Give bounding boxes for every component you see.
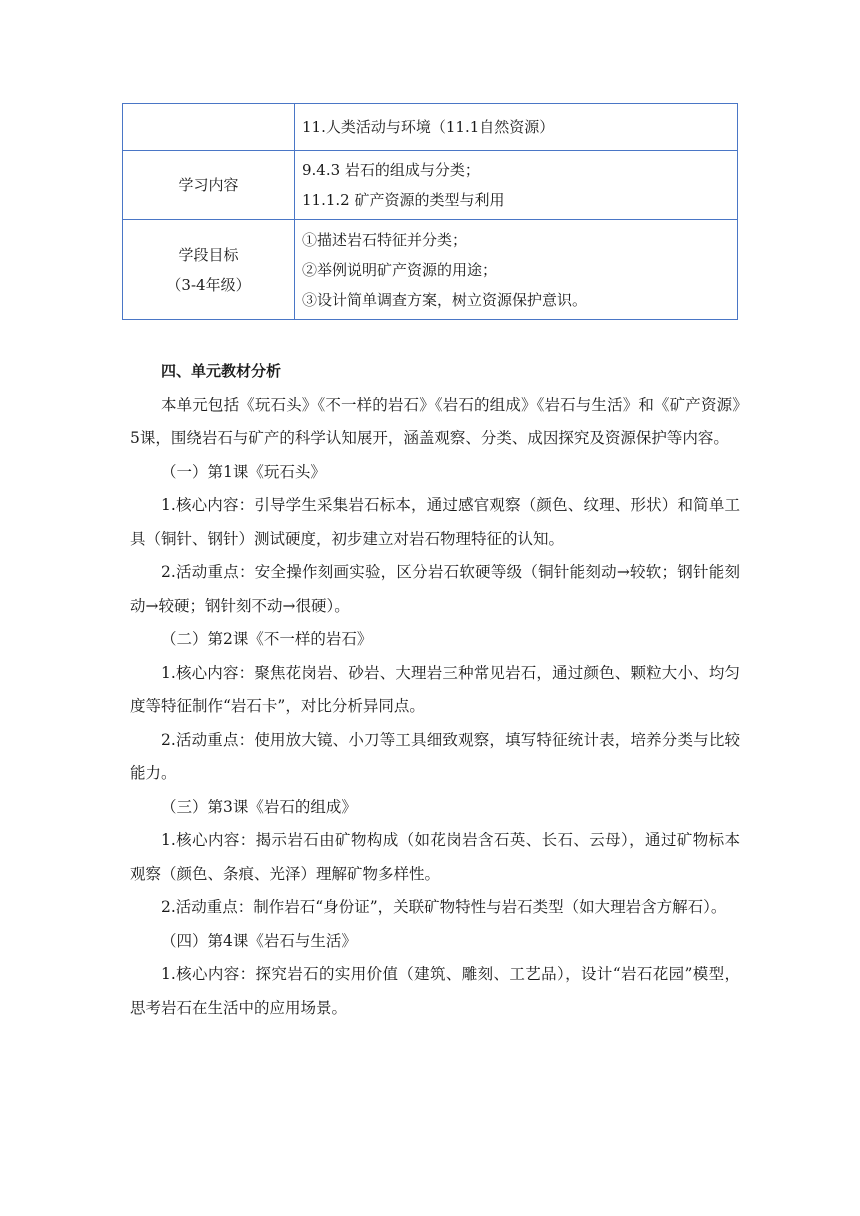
section-heading: 四、单元教材分析 [161,362,282,380]
cell-line: ③设计简单调查方案，树立资源保护意识。 [302,290,588,309]
table-cell-label [123,104,295,151]
lesson-point: 1.核心内容：探究岩石的实用价值（建筑、雕刻、工艺品），设计“岩石花园”模型，思考岩石在生活中的应用场景。 [130,965,740,1017]
cell-line: 9.4.3 岩石的组成与分类； [302,161,480,179]
table-cell-content [295,104,738,151]
cell-label-text: （3-4年级） [166,275,251,294]
lesson-point: 1.核心内容：引导学生采集岩石标本，通过感官观察（颜色、纹理、形状）和简单工具（铜针、钢针）测试硬度，初步建立对岩石物理特征的认知。 [130,496,740,548]
lesson-point: 2.活动重点：安全操作刻画实验，区分岩石软硬等级（铜针能刻动→较软；钢针能刻动→较硬；钢针刻不动→很硬）。 [130,563,740,615]
table-cell-content [295,220,738,320]
table-cell-label [123,151,295,220]
table-row [123,151,738,220]
cell-label-text: 学段目标 [178,245,239,264]
table-row [123,220,738,320]
lesson-title: （一）第1课《玩石头》 [161,462,326,481]
curriculum-table [122,103,738,320]
lesson-point: 1.核心内容：揭示岩石由矿物构成（如花岗岩含石英、长石、云母），通过矿物标本观察（颜色、条痕、光泽）理解矿物多样性。 [130,831,740,883]
cell-line: ②举例说明矿产资源的用途； [302,260,498,279]
analysis-section [130,355,740,1025]
lesson-title: （四）第4课《岩石与生活》 [161,931,357,950]
table-cell-content [295,151,738,220]
lesson-title: （三）第3课《岩石的组成》 [161,797,357,816]
lesson-point: 2.活动重点：使用放大镜、小刀等工具细致观察，填写特征统计表，培养分类与比较能力。 [130,730,740,782]
cell-line: ①描述岩石特征并分类； [302,230,468,249]
section-intro: 本单元包括《玩石头》《不一样的岩石》《岩石的组成》《岩石与生活》和《矿产资源》5课，围绕岩石与矿产的科学认知展开，涵盖观察、分类、成因探究及资源保护等内容。 [130,395,740,447]
cell-line: 11.人类活动与环境（11.1自然资源） [302,118,555,136]
lesson-point: 2.活动重点：制作岩石“身份证”，关联矿物特性与岩石类型（如大理岩含方解石）。 [161,898,727,916]
table-row [123,104,738,151]
cell-label-text: 学习内容 [178,176,239,194]
table-cell-label [123,220,295,320]
lesson-point: 1.核心内容：聚焦花岗岩、砂岩、大理岩三种常见岩石，通过颜色、颗粒大小、均匀度等特征制作“岩石卡”，对比分析异同点。 [130,663,740,715]
lesson-title: （二）第2课《不一样的岩石》 [161,630,373,648]
cell-line: 11.1.2 矿产资源的类型与利用 [302,191,505,209]
